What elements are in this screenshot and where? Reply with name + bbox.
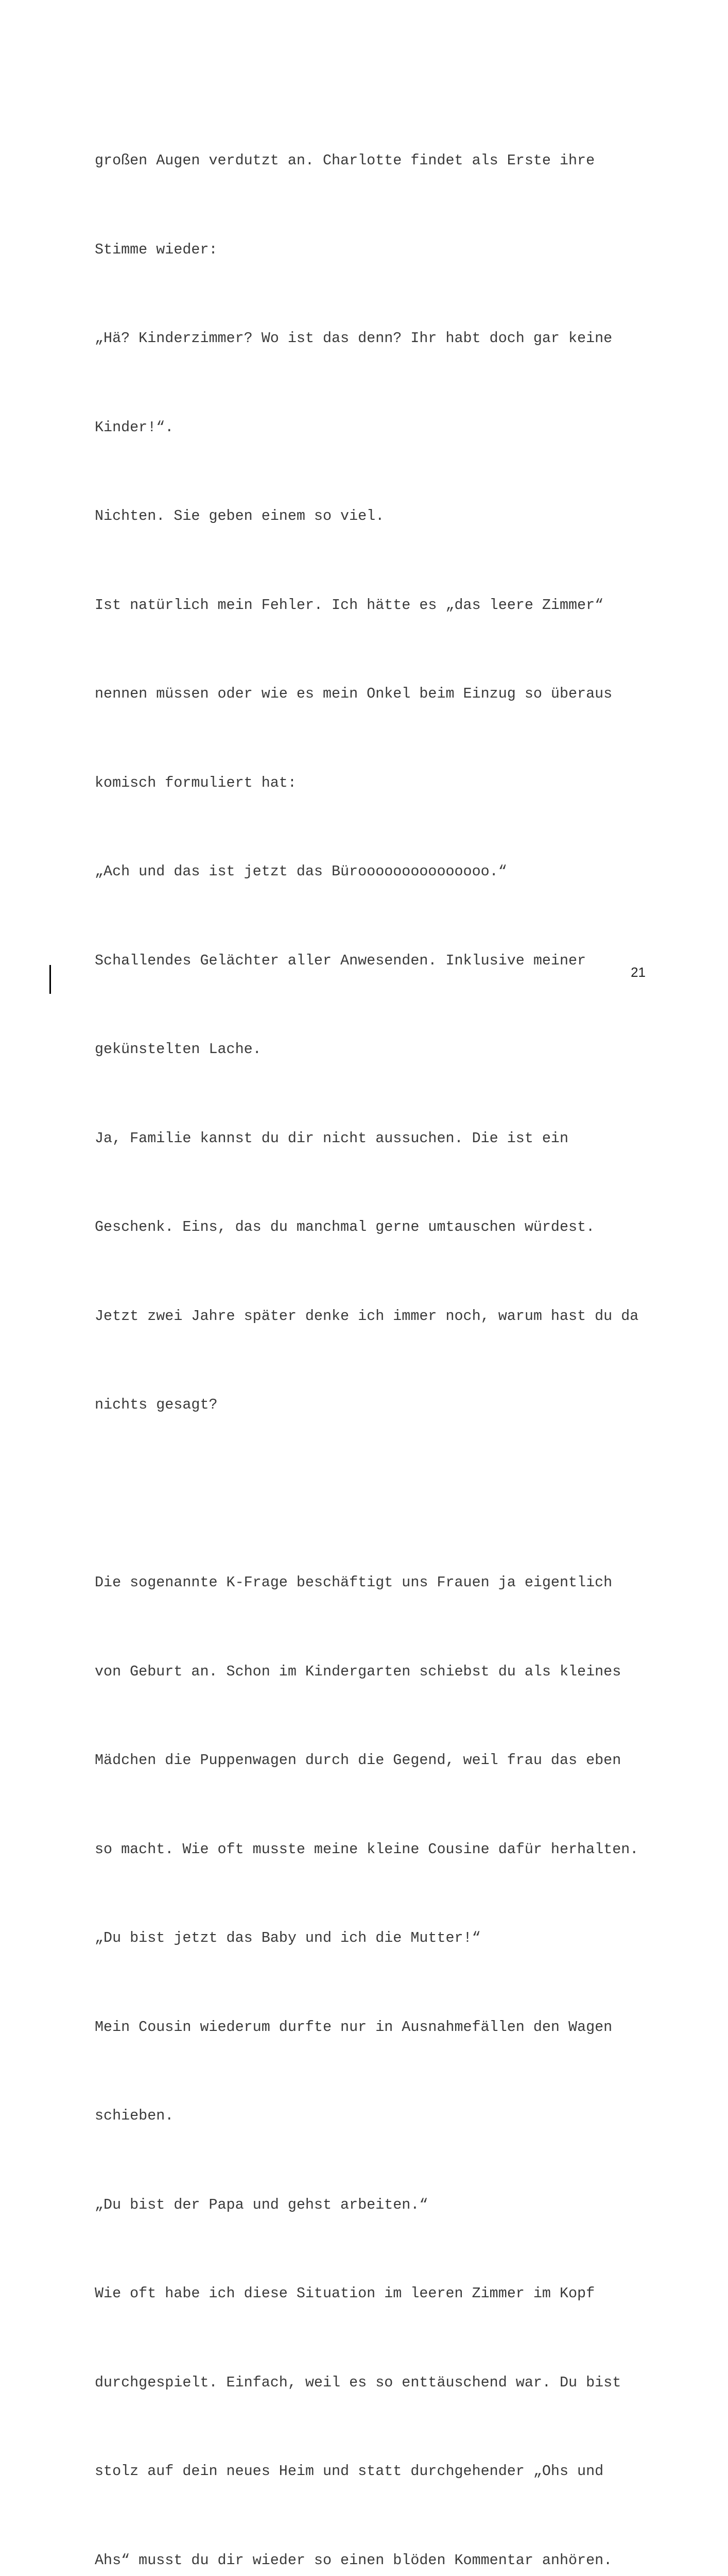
text-line: Schallendes Gelächter aller Anwesenden. Inklusive meiner <box>95 952 586 969</box>
text-line: von Geburt an. Schon im Kindergarten schiebst du als kleines <box>95 1663 621 1680</box>
change-bar <box>49 965 51 994</box>
text-line: Die sogenannte K-Frage beschäftigt uns Frauen ja eigentlich <box>95 1574 613 1591</box>
text-line: Mädchen die Puppenwagen durch die Gegend, weil frau das eben <box>95 1752 621 1769</box>
text-line: „Hä? Kinderzimmer? Wo ist das denn? Ihr habt doch gar keine <box>95 330 613 347</box>
text-line: durchgespielt. Einfach, weil es so enttäuschend war. Du bist <box>95 2374 621 2391</box>
text-line: Geschenk. Eins, das du manchmal gerne umtauschen würdest. <box>95 1218 595 1235</box>
text-line: nennen müssen oder wie es mein Onkel beim Einzug so überaus <box>95 685 613 702</box>
text-line: Jetzt zwei Jahre später denke ich immer noch, warum hast du da <box>95 1307 639 1325</box>
text-line: so macht. Wie oft musste meine kleine Cousine dafür herhalten. <box>95 1840 639 1858</box>
text-line: Wie oft habe ich diese Situation im leeren Zimmer im Kopf <box>95 2285 595 2302</box>
text-line: Ahs“ musst du dir wieder so einen blöden Kommentar anhören. <box>95 2551 613 2569</box>
paragraph-break <box>95 1479 661 1509</box>
text-line: großen Augen verdutzt an. Charlotte findet als Erste ihre <box>95 152 595 169</box>
text-line: stolz auf dein neues Heim und statt durchgehender „Ohs und <box>95 2463 604 2480</box>
page-number: 21 <box>631 964 646 980</box>
text-line: Stimme wieder: <box>95 241 218 258</box>
text-line: Nichten. Sie geben einem so viel. <box>95 507 385 524</box>
text-line: Mein Cousin wiederum durfte nur in Ausnahmefällen den Wagen <box>95 2018 613 2036</box>
body-text <box>95 87 661 2576</box>
text-line: Kinder!“. <box>95 418 174 436</box>
text-line: „Ach und das ist jetzt das Bürooooooooooooooo.“ <box>95 863 507 880</box>
text-line: „Du bist der Papa und gehst arbeiten.“ <box>95 2196 428 2213</box>
text-line: gekünstelten Lache. <box>95 1041 262 1058</box>
text-line: nichts gesagt? <box>95 1396 218 1413</box>
text-line: „Du bist jetzt das Baby und ich die Mutter!“ <box>95 1929 481 1946</box>
text-line: komisch formuliert hat: <box>95 774 297 791</box>
text-line: Ja, Familie kannst du dir nicht aussuchen. Die ist ein <box>95 1129 569 1147</box>
text-line: schieben. <box>95 2107 174 2124</box>
text-line: Ist natürlich mein Fehler. Ich hätte es „das leere Zimmer“ <box>95 596 604 614</box>
